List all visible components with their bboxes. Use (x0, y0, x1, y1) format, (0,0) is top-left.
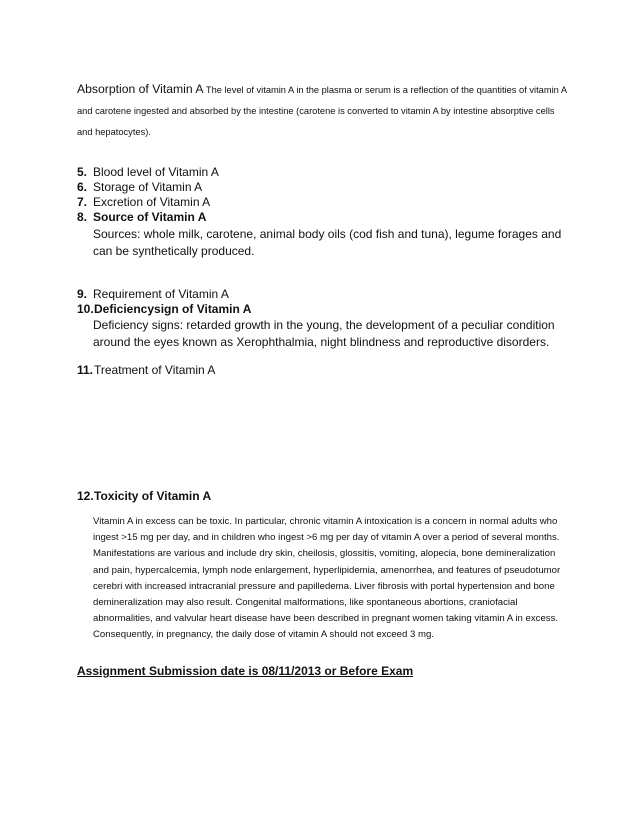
intro-text: The level of vitamin A in the plasma or serum is a reflection of the quantities of vitamin A and carotene ingested and absorbed by the intestine (carotene is converted to vitamin A by intestine absorptive cells and hepatocytes). (77, 85, 567, 137)
list-item-6 (77, 180, 202, 195)
item-text: Deficiencysign of Vitamin A (94, 302, 252, 316)
deficiency-paragraph: Deficiency signs: retarded growth in the young, the development of a peculiar condition around the eyes known as Xerophthalmia, night blindness and reproductive disorders. (93, 318, 555, 349)
item-text: Storage of Vitamin A (93, 180, 203, 194)
list-item-8 (77, 210, 206, 225)
list-item-7 (77, 195, 210, 210)
item-text: Excretion of Vitamin A (93, 195, 211, 209)
intro-heading: Absorption of Vitamin A (77, 82, 204, 96)
item-number: 7. (77, 195, 88, 209)
intro-paragraph (77, 79, 567, 143)
list-item-12 (77, 489, 211, 504)
list-item-5 (77, 165, 219, 180)
item-text: Toxicity of Vitamin A (94, 489, 212, 503)
item-number: 8. (77, 210, 88, 224)
item-number: 10. (77, 302, 94, 316)
list-item-9 (77, 287, 229, 302)
item-text: Source of Vitamin A (93, 210, 207, 224)
item-number: 9. (77, 287, 88, 301)
item-text: Treatment of Vitamin A (94, 363, 216, 377)
item-text: Blood level of Vitamin A (93, 165, 219, 179)
toxicity-paragraph: Vitamin A in excess can be toxic. In particular, chronic vitamin A intoxication is a concern in normal adults who ingest >15 mg per day, and in children who ingest >6 mg per day of vitamin A over a period of several months. Manifestations are various and include dry skin, cheilosis, glossitis, vomiting, alopecia, bone demineralization and pain, hypercalcemia, lymph node enlargement, hyperlipidemia, amenorrhea, and features of pseudotumor cerebri with increased intracranial pressure and papilledema. Liver fibrosis with portal hypertension and bone demineralization may also result. Congenital malformations, like spontaneous abortions, craniofacial abnormalities, and valvular heart disease have been described in pregnant women taking vitamin A in excess. Consequently, in pregnancy, the daily dose of vitamin A should not exceed 3 mg. (93, 516, 561, 641)
list-item-11 (77, 363, 215, 378)
list-item-10 (77, 302, 251, 317)
assignment-notice: Assignment Submission date is 08/11/2013 or Before Exam (77, 664, 414, 678)
item-number: 5. (77, 165, 88, 179)
sources-paragraph: Sources: whole milk, carotene, animal body oils (cod fish and tuna), legume forages and can be synthetically produced. (93, 227, 562, 258)
item-number: 12. (77, 489, 94, 503)
item-text: Requirement of Vitamin A (93, 287, 229, 301)
item-number: 11. (77, 363, 94, 377)
item-number: 6. (77, 180, 88, 194)
